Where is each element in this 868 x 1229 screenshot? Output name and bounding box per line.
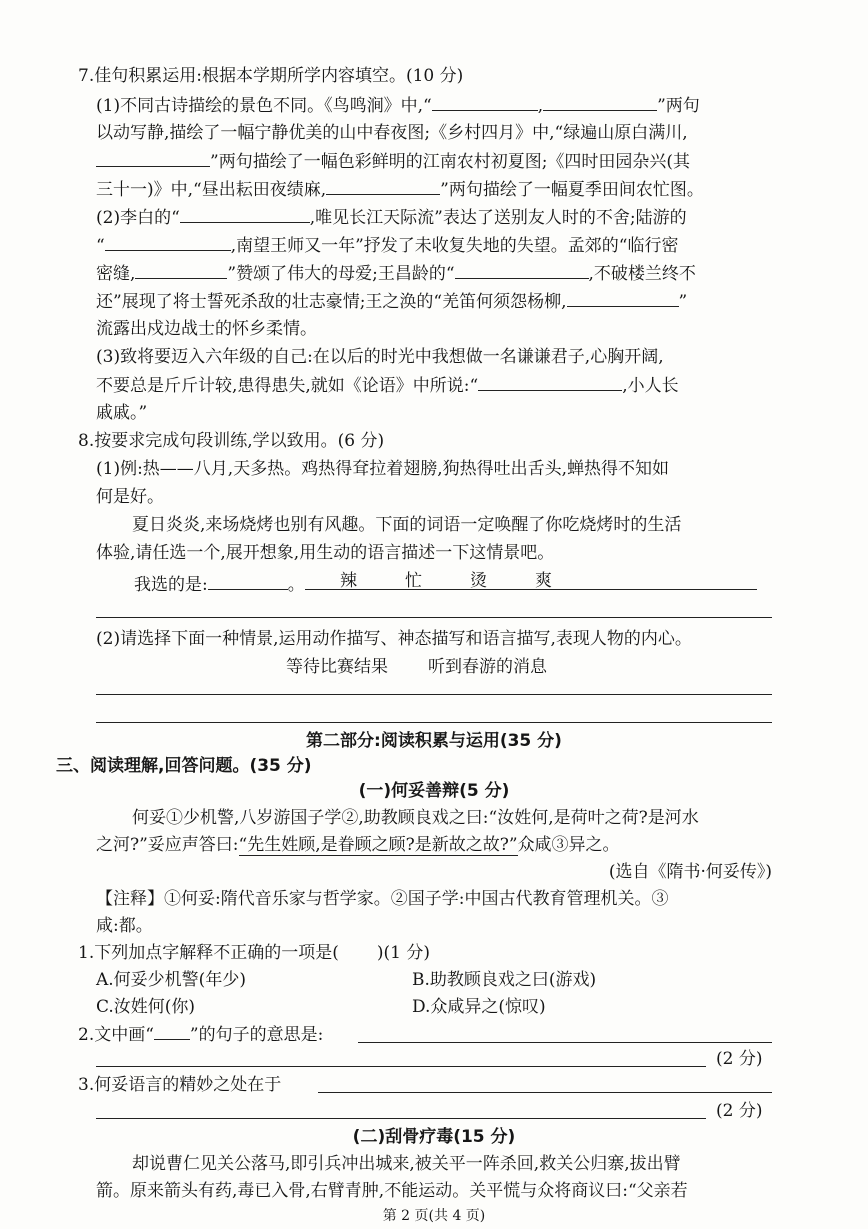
q7-p2-line1 — [96, 204, 687, 231]
writing-line[interactable] — [96, 1066, 706, 1067]
section-heading: 三、阅读理解,回答问题。(35 分) — [56, 756, 312, 776]
q7-title: 7.佳句积累运用:根据本学期所学内容填空。(10 分) — [78, 66, 464, 86]
q7-text: 不要总是斤斤计较,患得患失,就如《论语》中所说:“ — [96, 376, 479, 396]
underlined-sentence: “先生姓顾,是眷顾之顾?是新故之故?” — [238, 835, 518, 855]
q7-text: , — [537, 96, 544, 116]
question-text: 2.文中画“ — [78, 1025, 154, 1045]
q7-p2-line5: 流露出戍边战士的怀乡柔情。 — [96, 319, 317, 339]
q7-p1-line3 — [96, 148, 690, 175]
word-choice: 忙 — [405, 571, 422, 591]
option-d: D.众咸异之(惊叹) — [412, 997, 546, 1017]
q7-p1-line1 — [96, 92, 700, 119]
q7-text: ,唯见长江天际流”表达了送别友人时的不舍;陆游的 — [309, 208, 687, 228]
scene-choices — [286, 654, 547, 680]
q7-text: ,南望王师又一年”抒发了未收复失地的失望。孟郊的“临行密 — [230, 236, 679, 256]
q7-text: ,小人长 — [622, 376, 679, 396]
q7-p3-line1: (3)致将要迈入六年级的自己:在以后的时光中我想做一名谦谦君子,心胸开阔, — [96, 347, 664, 367]
chosen-word-blank[interactable] — [208, 571, 288, 590]
part2-title: 第二部分:阅读积累与运用(35 分) — [306, 731, 562, 751]
option-a: A.何妥少机警(年少) — [96, 970, 246, 990]
p1-question2 — [78, 1021, 323, 1048]
score-label: (2 分) — [716, 1049, 763, 1069]
answer-blank[interactable] — [543, 92, 657, 111]
answer-blank[interactable] — [326, 176, 440, 195]
q7-text: 三十一)》中,“昼出耘田夜绩麻, — [96, 180, 327, 200]
question-text: 1.下列加点字解释不正确的一项是( — [78, 943, 339, 963]
scene-choice: 等待比赛结果 — [286, 657, 388, 677]
writing-line[interactable] — [358, 1042, 772, 1043]
passage1-line2 — [96, 832, 620, 858]
p1-question1 — [78, 940, 430, 966]
chosen-sep: 。 — [287, 575, 305, 595]
question-text: )(1 分) — [376, 943, 430, 963]
q8-s1-line4: 体验,请任选一个,展开想象,用生动的语言描述一下这情景吧。 — [96, 543, 555, 563]
passage2-title: (二)刮骨疗毒(15 分) — [352, 1127, 516, 1147]
q7-p1-line4 — [96, 176, 704, 203]
q8-s2-line1: (2)请选择下面一种情景,运用动作描写、神态描写和语言描写,表现人物的内心。 — [96, 629, 692, 649]
q7-p2-line4 — [96, 288, 687, 315]
option-c: C.汝姓何(你) — [96, 997, 196, 1017]
q7-text: ” — [678, 292, 688, 312]
q7-text: (2)李白的“ — [96, 208, 180, 228]
passage-text: 之河?”妥应声答曰: — [96, 835, 239, 855]
writing-line[interactable] — [305, 571, 757, 590]
word-choice: 爽 — [535, 571, 552, 591]
q7-text: ”两句 — [657, 96, 700, 116]
passage1-line1: 何妥①少机警,八岁游国子学②,助教顾良戏之曰:“汝姓何,是荷叶之荷?是河水 — [132, 808, 699, 828]
annotation-line1: 【注释】①何妥:隋代音乐家与哲学家。②国子学:中国古代教育管理机关。③ — [96, 889, 669, 909]
q7-text: (1)不同古诗描绘的景色不同。《鸟鸣涧》中,“ — [96, 96, 432, 116]
passage2-line2: 箭。原来箭头有药,毒已入骨,右臂青肿,不能运动。关平慌与众将商议曰:“父亲若 — [96, 1181, 688, 1201]
answer-blank[interactable] — [567, 288, 679, 307]
word-choice: 烫 — [470, 571, 487, 591]
q7-text: 还”展现了将士誓死杀敌的壮志豪情;王之涣的“羌笛何须怨杨柳, — [96, 292, 567, 312]
q7-p1-line2: 以动写静,描绘了一幅宁静优美的山中春夜图;《乡村四月》中,“绿遍山原白满川, — [96, 123, 688, 143]
q7-text: ,不破楼兰终不 — [588, 264, 696, 284]
word-choice: 辣 — [340, 571, 357, 591]
page-footer: 第 2 页(共 4 页) — [382, 1208, 486, 1224]
passage-text: 众咸③异之。 — [517, 835, 620, 855]
answer-blank[interactable] — [135, 260, 227, 279]
q7-p3-line2 — [96, 372, 679, 399]
passage2-line1: 却说曹仁见关公落马,即引兵冲出城来,被关平一阵杀回,救关公归寨,拔出臂 — [132, 1154, 681, 1174]
p1-question3: 3.何妥语言的精妙之处在于 — [78, 1075, 282, 1095]
answer-blank[interactable] — [105, 232, 231, 251]
q7-p3-line3: 戚戚。” — [96, 403, 148, 423]
q8-title: 8.按要求完成句段训练,学以致用。(6 分) — [78, 431, 385, 451]
writing-line[interactable] — [96, 617, 772, 618]
q7-text: ”赞颂了伟大的母爱;王昌龄的“ — [227, 264, 455, 284]
q7-p2-line2 — [96, 232, 679, 259]
chosen-label: 我选的是: — [134, 575, 208, 595]
writing-line[interactable] — [96, 1118, 706, 1119]
q8-s1-line2: 何是好。 — [96, 487, 164, 507]
answer-blank[interactable] — [478, 372, 622, 391]
underline-sample — [154, 1021, 190, 1040]
annotation-line2: 咸:都。 — [96, 916, 153, 936]
q7-text: ”两句描绘了一幅夏季田间农忙图。 — [440, 180, 704, 200]
option-b: B.助教顾良戏之曰(游戏) — [412, 970, 597, 990]
score-label: (2 分) — [716, 1101, 763, 1121]
passage1-source: (选自《隋书·何妥传》) — [608, 862, 772, 882]
q7-text: 密缝, — [96, 264, 136, 284]
answer-blank[interactable] — [432, 92, 538, 111]
writing-line[interactable] — [96, 722, 772, 723]
scene-choice: 听到春游的消息 — [428, 657, 547, 677]
answer-blank[interactable] — [96, 148, 210, 167]
q7-text: “ — [96, 236, 105, 256]
answer-blank[interactable] — [180, 204, 310, 223]
answer-blank[interactable] — [455, 260, 589, 279]
passage1-title: (一)何妥善辩(5 分) — [358, 781, 510, 801]
writing-line[interactable] — [318, 1092, 772, 1093]
writing-line[interactable] — [96, 694, 772, 695]
chosen-word-line — [134, 571, 757, 598]
q7-text: ”两句描绘了一幅色彩鲜明的江南农村初夏图;《四时田园杂兴(其 — [210, 152, 691, 172]
q8-s1-line3: 夏日炎炎,来场烧烤也别有风趣。下面的词语一定唤醒了你吃烧烤时的生活 — [132, 515, 682, 535]
question-text: ”的句子的意思是: — [189, 1025, 324, 1045]
q7-p2-line3 — [96, 260, 696, 287]
q8-s1-line1: (1)例:热——八月,天多热。鸡热得耷拉着翅膀,狗热得吐出舌头,蝉热得不知如 — [96, 459, 670, 479]
